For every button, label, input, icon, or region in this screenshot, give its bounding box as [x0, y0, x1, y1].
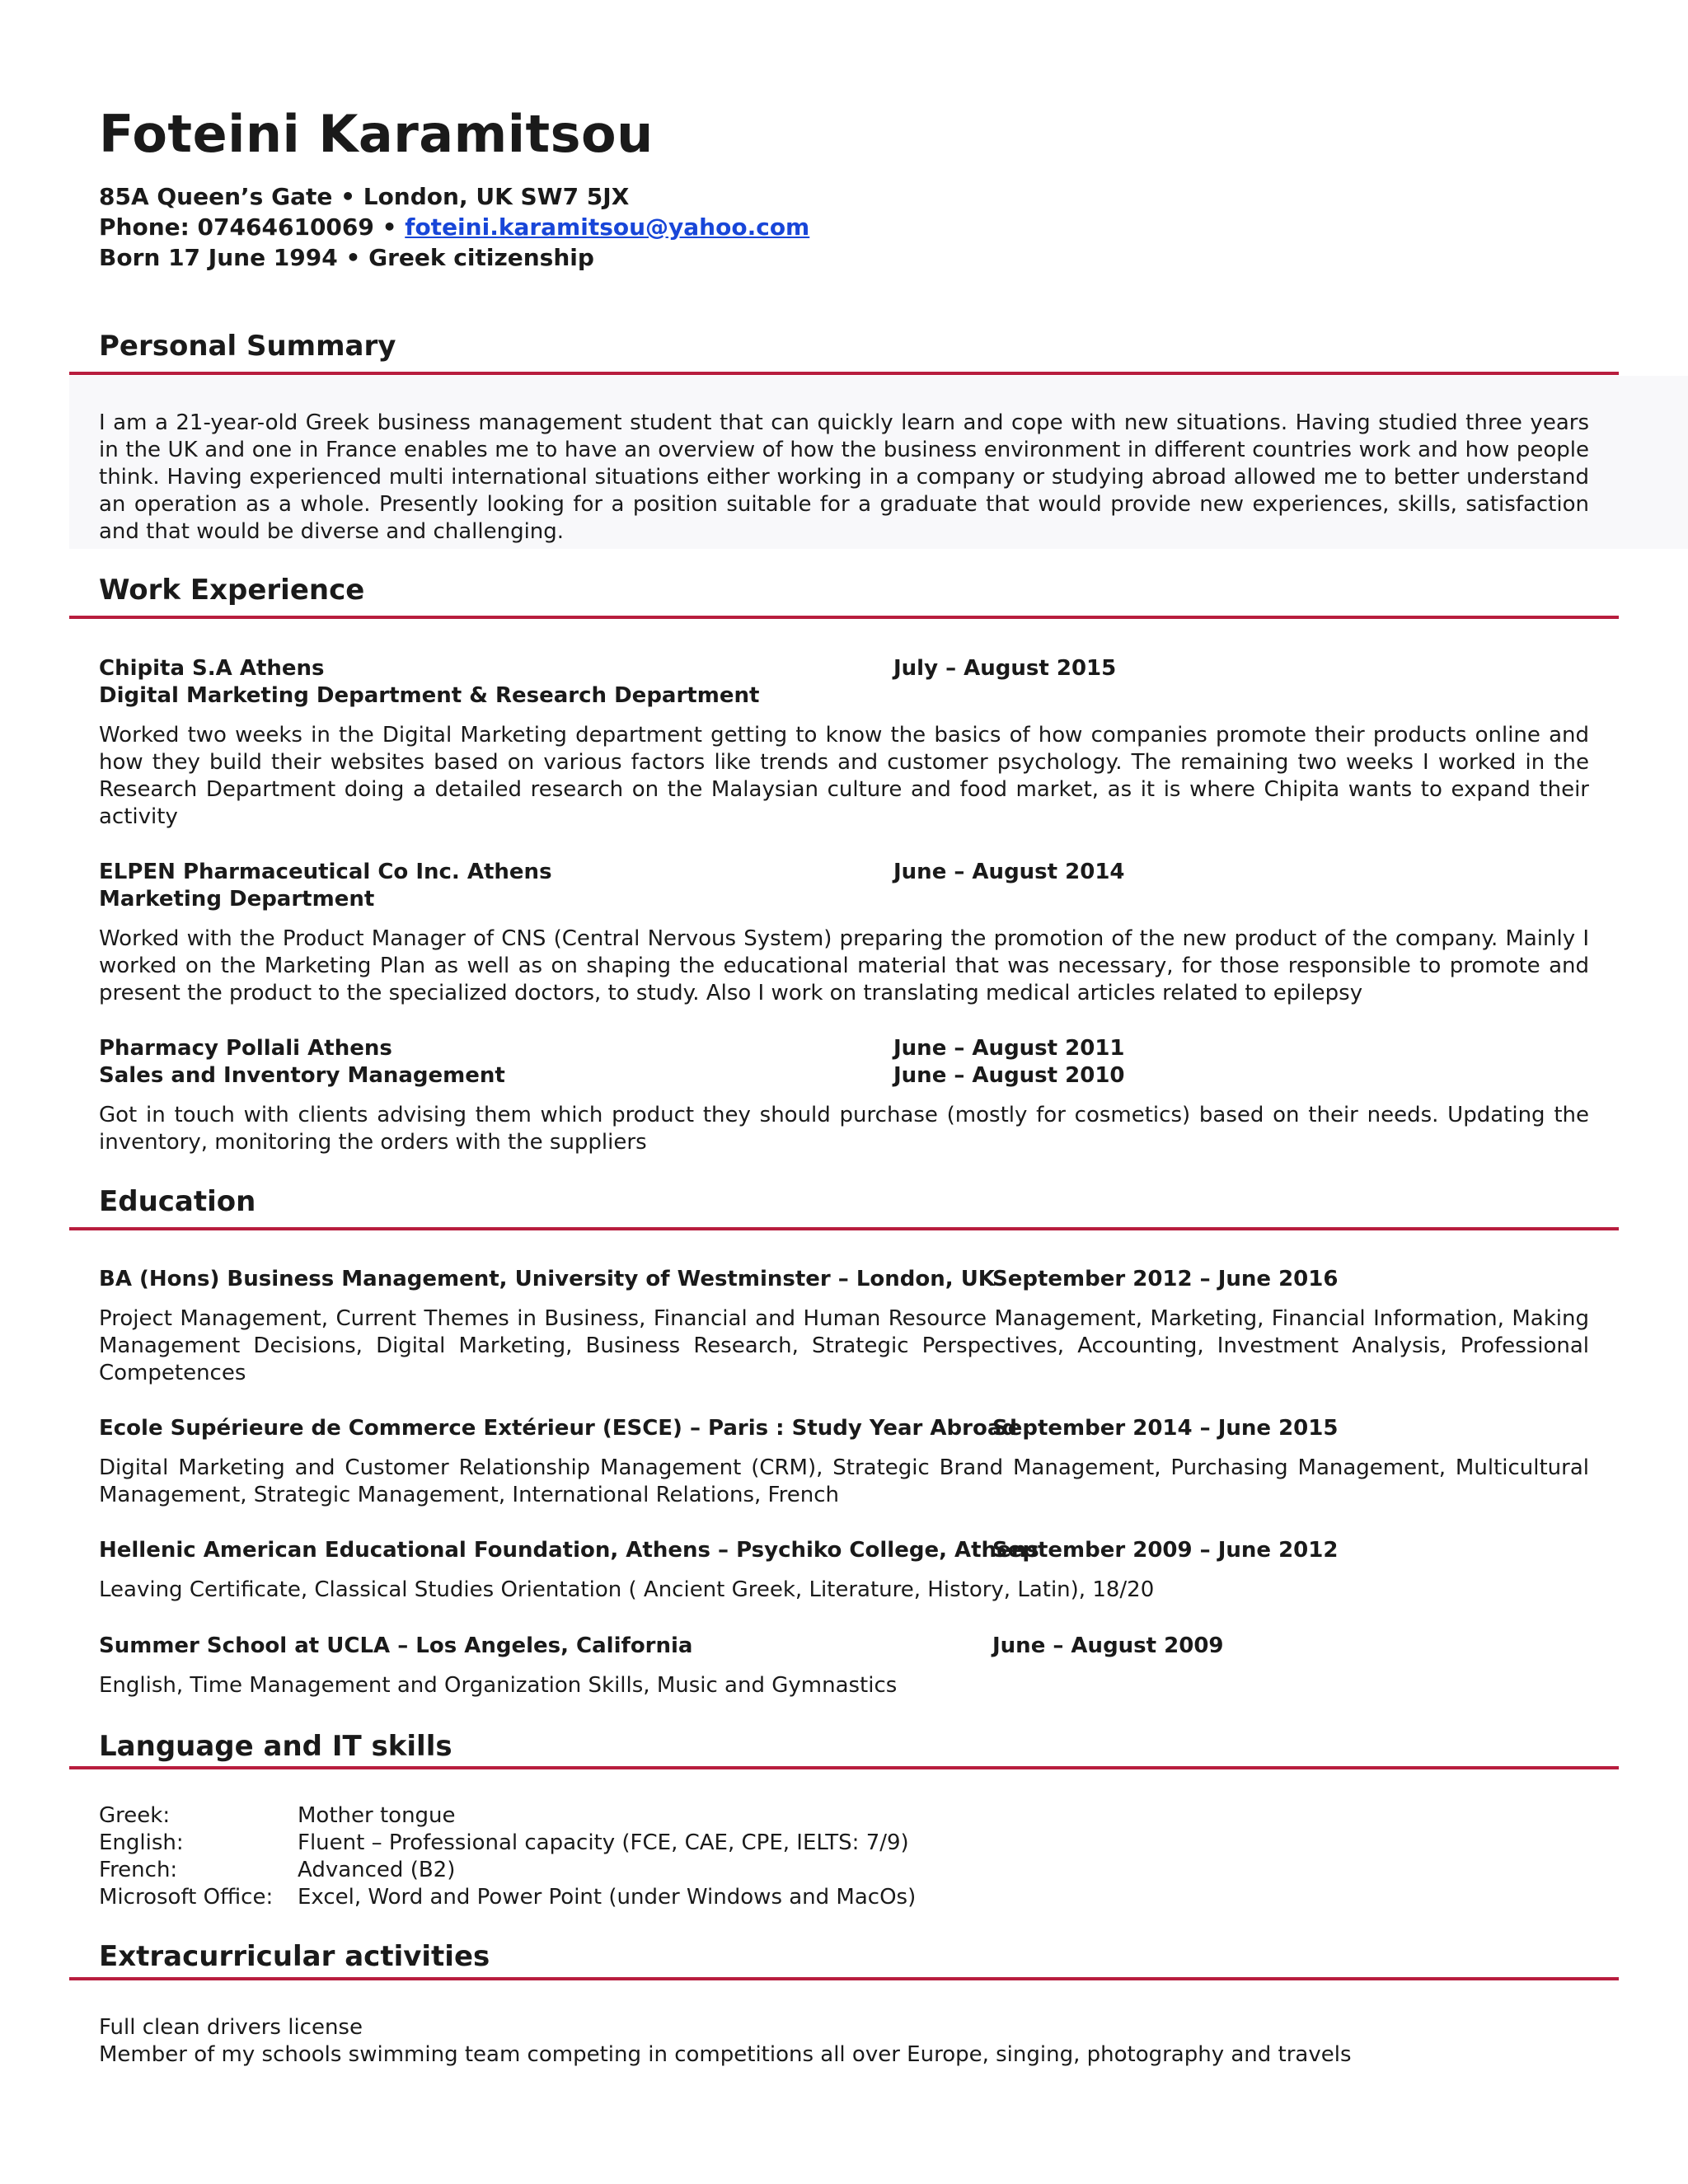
skill-value: Advanced (B2)	[298, 1858, 456, 1882]
section-divider	[69, 372, 1619, 375]
section-title-extracurricular: Extracurricular activities	[99, 1940, 490, 1973]
job-department: Marketing Department	[99, 887, 375, 912]
job-department: Digital Marketing Department & Research Department	[99, 683, 760, 708]
section-title-personal-summary: Personal Summary	[99, 330, 396, 363]
section-title-education: Education	[99, 1185, 256, 1218]
education-school: Ecole Supérieure de Commerce Extérieur (ESCE) – Paris : Study Year Abroad	[99, 1416, 1017, 1441]
skill-value: Fluent – Professional capacity (FCE, CAE, CPE, IELTS: 7/9)	[298, 1830, 909, 1855]
job-description: Worked two weeks in the Digital Marketing department getting to know the basics of how companies promote their products online and how they build their websites based on various factors like trends and customer psychology. The remaining two weeks I worked in the Research Department doing a detailed research on the Malaysian culture and food market, as it is where Chipita wants to expand their activity	[99, 723, 1589, 829]
address-line: 85A Queen’s Gate • London, UK SW7 5JX	[99, 183, 630, 210]
skill-label: French:	[99, 1858, 178, 1882]
education-date: June – August 2009	[992, 1633, 1224, 1658]
job-date: June – August 2011	[893, 1036, 1125, 1061]
education-date: September 2009 – June 2012	[992, 1538, 1339, 1563]
skill-label: Greek:	[99, 1803, 171, 1828]
job-date-secondary: June – August 2010	[893, 1063, 1125, 1088]
job-description: Worked with the Product Manager of CNS (Central Nervous System) preparing the promotion of the new product of the company. Mainly I worked on the Marketing Plan as well as on shaping the educational material that was necessary, for those responsible to promote and present the product to the specialized doctors, to study. Also I work on translating medical articles related to epilepsy	[99, 926, 1589, 1005]
section-title-work-experience: Work Experience	[99, 574, 365, 607]
education-school: BA (Hons) Business Management, University of Westminster – London, UK	[99, 1267, 995, 1291]
email-link[interactable]: foteini.karamitsou@yahoo.com	[405, 213, 810, 241]
phone-email-line	[99, 213, 809, 241]
skill-label: English:	[99, 1830, 184, 1855]
section-divider	[69, 1766, 1619, 1769]
section-divider	[69, 1227, 1619, 1230]
job-company: ELPEN Pharmaceutical Co Inc. Athens	[99, 860, 552, 884]
education-date: September 2012 – June 2016	[992, 1267, 1339, 1291]
skill-value: Mother tongue	[298, 1803, 456, 1828]
education-description: Digital Marketing and Customer Relationship Management (CRM), Strategic Brand Management, Purchasing Management, Multicultural Management, Strategic Management, International Relations, French	[99, 1455, 1589, 1507]
section-divider	[69, 616, 1619, 619]
education-description: English, Time Management and Organization Skills, Music and Gymnastics	[99, 1673, 898, 1698]
job-date: June – August 2014	[893, 860, 1125, 884]
job-description: Got in touch with clients advising them which product they should purchase (mostly for cosmetics) based on their needs. Updating the inventory, monitoring the orders with the suppliers	[99, 1103, 1589, 1155]
education-school: Summer School at UCLA – Los Angeles, California	[99, 1633, 693, 1658]
education-description: Project Management, Current Themes in Business, Financial and Human Resource Management, Marketing, Financial Information, Making Management Decisions, Digital Marketing, Business Research, Strategic Perspectives, Accounting, Investment Analysis, Professional Competences	[99, 1306, 1589, 1385]
job-date: July – August 2015	[893, 656, 1117, 681]
job-company: Pharmacy Pollali Athens	[99, 1036, 392, 1061]
section-divider	[69, 1977, 1619, 1980]
birth-citizenship-line: Born 17 June 1994 • Greek citizenship	[99, 244, 594, 271]
education-school: Hellenic American Educational Foundation, Athens – Psychiko College, Athens	[99, 1538, 1039, 1563]
job-company: Chipita S.A Athens	[99, 656, 325, 681]
activity-line: Full clean drivers license	[99, 2015, 363, 2040]
section-title-language-it-skills: Language and IT skills	[99, 1730, 452, 1763]
cv-name: Foteini Karamitsou	[99, 104, 654, 164]
activity-line: Member of my schools swimming team competing in competitions all over Europe, singing, photography and travels	[99, 2042, 1352, 2067]
skill-value: Excel, Word and Power Point (under Windows and MacOs)	[298, 1885, 917, 1910]
summary-text: I am a 21-year-old Greek business management student that can quickly learn and cope with new situations. Having studied three years in the UK and one in France enables me to have an overview of how the business environment in different countries work and how people think. Having experienced multi international situations either working in a company or studying abroad allowed me to better understand an operation as a whole. Presently looking for a position suitable for a graduate that would provide new experiences, skills, satisfaction and that would be diverse and challenging.	[99, 410, 1589, 544]
skill-label: Microsoft Office:	[99, 1885, 274, 1910]
job-department: Sales and Inventory Management	[99, 1063, 505, 1088]
phone-text: Phone: 07464610069 •	[99, 213, 406, 241]
education-date: September 2014 – June 2015	[992, 1416, 1339, 1441]
education-description: Leaving Certificate, Classical Studies Orientation ( Ancient Greek, Literature, History, Latin), 18/20	[99, 1577, 1155, 1602]
